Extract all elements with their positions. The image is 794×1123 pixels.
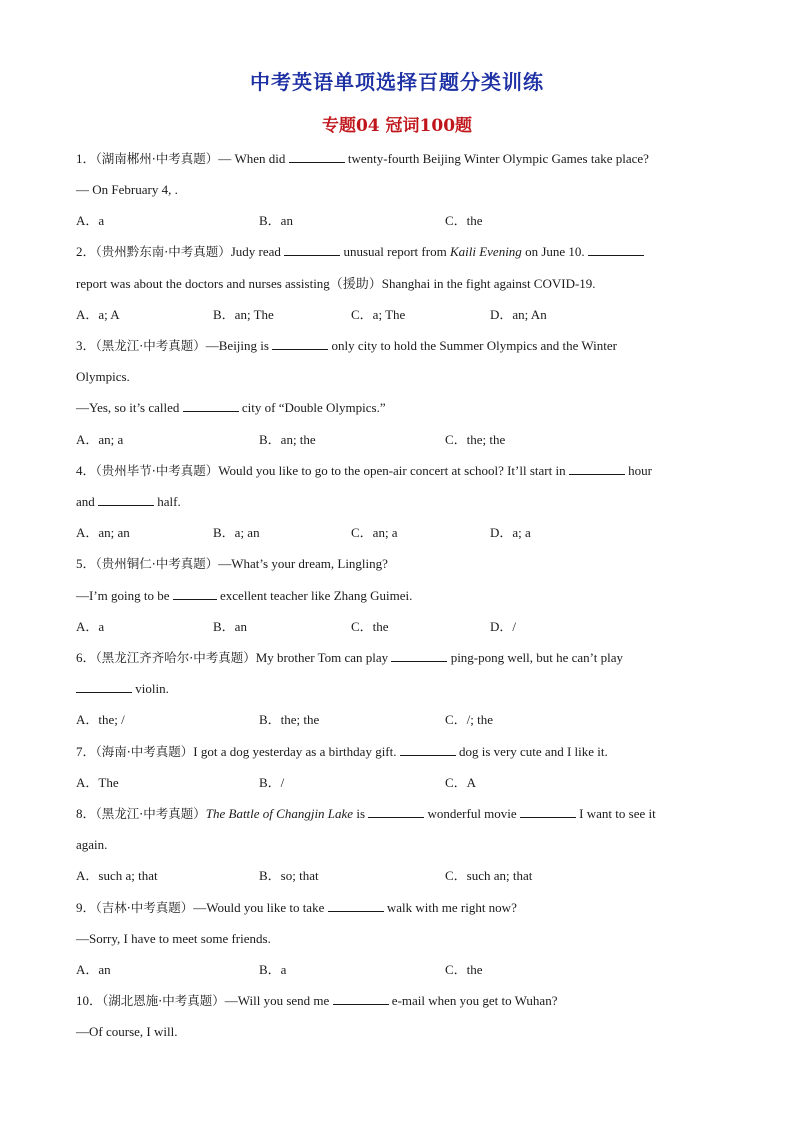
page-title: 中考英语单项选择百题分类训练 [250, 70, 544, 94]
option-c: C．the [445, 962, 483, 977]
question-9: 9．（吉林·中考真题）—Would you like to take walk with me right now? [76, 900, 517, 915]
question-1-line-2: — On February 4, . [76, 182, 178, 197]
option-a: A．The [76, 775, 119, 790]
answer-blank [289, 150, 345, 163]
question-6-line-2: violin. [76, 680, 169, 698]
option-c: C．the [445, 213, 483, 228]
question-9-line-2: —Sorry, I have to meet some friends. [76, 931, 271, 946]
option-b: B．a [259, 962, 287, 977]
question-3-line-2: Olympics. [76, 369, 130, 384]
answer-blank [183, 399, 239, 412]
answer-blank [284, 243, 340, 256]
option-c: C．A [445, 775, 477, 790]
option-a: A．an; an [76, 525, 130, 540]
question-3-line-3: —Yes, so it’s called city of “Double Olympics.” [76, 400, 386, 415]
option-b: B．the; the [259, 712, 320, 727]
question-2-line-2: report was about the doctors and nurses assisting（援助）Shanghai in the fight against COVID-19. [76, 276, 596, 291]
answer-blank [569, 462, 625, 475]
option-b: B．so; that [259, 868, 319, 883]
question-8: 8．（黑龙江·中考真题）The Battle of Changjin Lake is wonderful movie I want to see it [76, 806, 656, 821]
question-4: 4．（贵州毕节·中考真题）Would you like to go to the open-air concert at school? It’ll start in hour [76, 463, 652, 478]
option-a: A．an [76, 962, 111, 977]
option-b: B．an [213, 619, 247, 634]
question-10-line-2: —Of course, I will. [76, 1024, 178, 1039]
answer-blank [368, 805, 424, 818]
question-10: 10．（湖北恩施·中考真题）—Will you send me e-mail when you get to Wuhan? [76, 993, 558, 1008]
option-a: A．such a; that [76, 868, 158, 883]
question-4-line-2: and half. [76, 494, 181, 509]
option-a: A．a [76, 619, 105, 634]
option-c: C．such an; that [445, 868, 533, 883]
question-7: 7．（海南·中考真题）I got a dog yesterday as a birthday gift. dog is very cute and I like it. [76, 744, 608, 759]
question-8-line-2: again. [76, 837, 108, 852]
answer-blank [328, 899, 384, 912]
answer-blank [588, 243, 644, 256]
option-b: B．/ [259, 775, 285, 790]
option-a: A．a; A [76, 307, 120, 322]
question-3: 3．（黑龙江·中考真题）—Beijing is only city to hold the Summer Olympics and the Winter [76, 338, 618, 353]
question-6: 6．（黑龙江齐齐哈尔·中考真题）My brother Tom can play ping-pong well, but he can’t play [76, 650, 624, 665]
option-b: B．a; an [213, 525, 260, 540]
option-d: D．a; a [490, 525, 531, 540]
answer-blank [333, 992, 389, 1005]
page-subtitle: 专题04 冠词100题 [321, 116, 473, 136]
question-5-line-2: —I’m going to be excellent teacher like Zhang Guimei. [76, 588, 413, 603]
option-d: D．/ [490, 619, 517, 634]
answer-blank [173, 587, 217, 600]
option-b: B．an [259, 213, 293, 228]
answer-blank [98, 493, 154, 506]
option-c: C．the [351, 619, 389, 634]
option-c: C．/; the [445, 712, 494, 727]
question-2: 2．（贵州黔东南·中考真题）Judy read unusual report from Kaili Evening on June 10. [76, 243, 644, 261]
option-d: D．an; An [490, 307, 547, 322]
option-a: A．an; a [76, 432, 124, 447]
option-c: C．a; The [351, 307, 406, 322]
option-a: A．a [76, 213, 105, 228]
option-c: C．an; a [351, 525, 398, 540]
option-b: B．an; The [213, 307, 274, 322]
option-a: A．the; / [76, 712, 125, 727]
option-c: C．the; the [445, 432, 506, 447]
answer-blank [400, 743, 456, 756]
answer-blank [76, 680, 132, 693]
answer-blank [520, 805, 576, 818]
question-5: 5．（贵州铜仁·中考真题）—What’s your dream, Lingling? [76, 556, 388, 571]
answer-blank [272, 337, 328, 350]
option-b: B．an; the [259, 432, 316, 447]
question-1: 1．（湖南郴州·中考真题）— When did twenty-fourth Beijing Winter Olympic Games take place? [76, 151, 649, 166]
answer-blank [391, 649, 447, 662]
